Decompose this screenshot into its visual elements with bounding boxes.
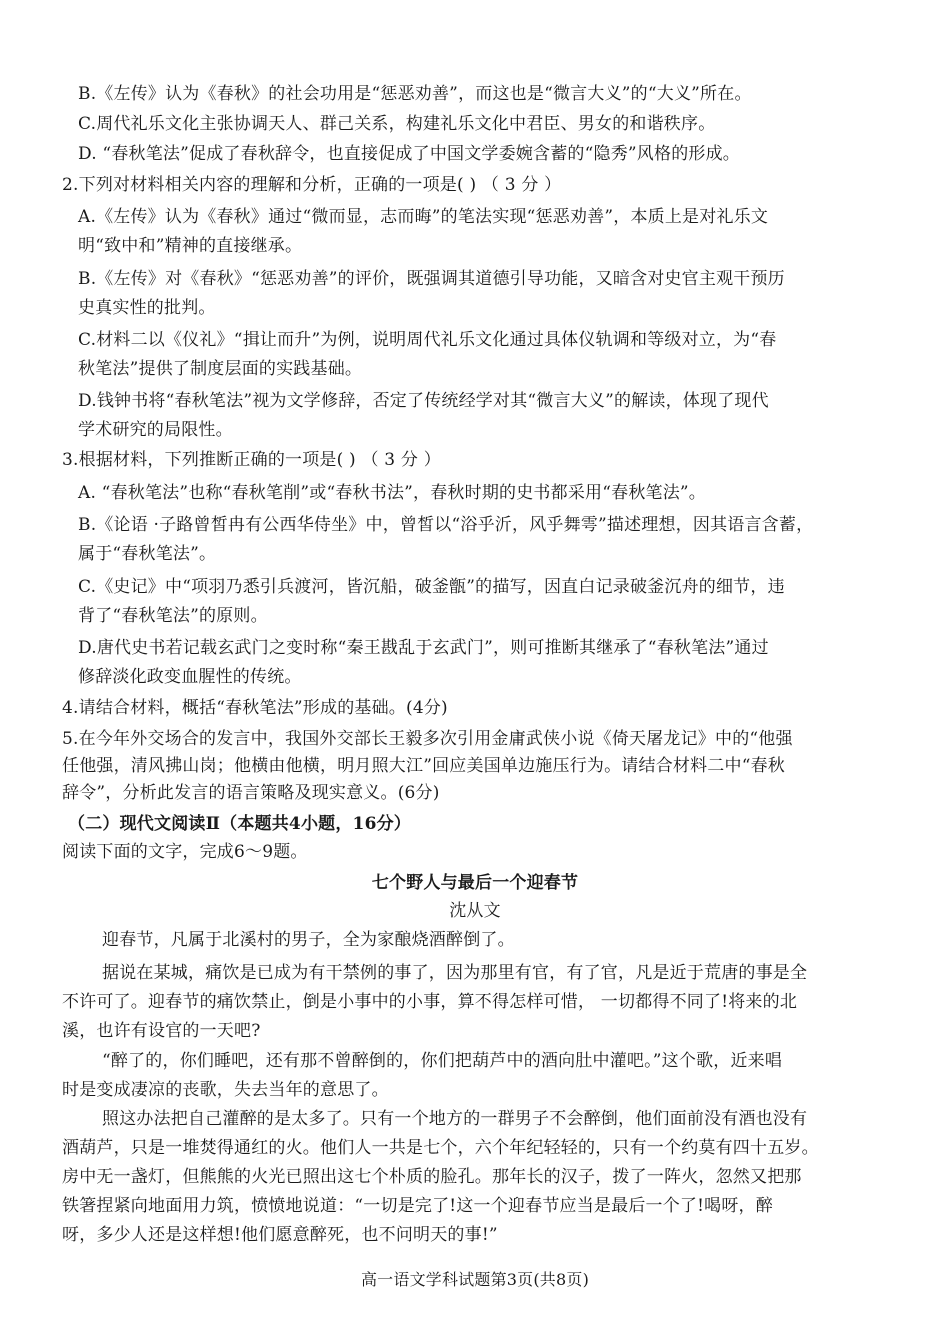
q3-option-b-line1: B.《论语 ·子路曾皙冉有公西华侍坐》中，曾皙以“浴乎沂，风乎舞雩”描述理想，因其语言含蓄， <box>78 515 814 535</box>
q1-option-b: B.《左传》认为《春秋》的社会功用是“惩恶劝善”，而这也是“微言大义”的“大义”所在。 <box>78 84 752 104</box>
q2-stem: 2.下列对材料相关内容的理解和分析，正确的一项是( ) （ 3 分 ） <box>62 175 562 195</box>
section2-instruction: 阅读下面的文字，完成6～9题。 <box>62 842 308 862</box>
story-line-6: 时是变成凄凉的丧歌，失去当年的意思了。 <box>62 1080 389 1100</box>
q5-line2: 任他强，清风拂山岗；他横由他横，明月照大江”回应美国单边施压行为。请结合材料二中“春秋 <box>62 756 785 776</box>
story-line-4: 溪，也许有设官的一天吧? <box>62 1021 261 1041</box>
story-author: 沈从文 <box>449 901 501 921</box>
q3-option-c-line2: 背了“春秋笔法”的原则。 <box>78 606 268 626</box>
q2-option-b-line2: 史真实性的批判。 <box>78 298 216 318</box>
q5-line3: 辞令”，分析此发言的语言策略及现实意义。(6分) <box>62 783 440 803</box>
q5-line1: 5.在今年外交场合的发言中，我国外交部长王毅多次引用金庸武侠小说《倚天屠龙记》中的“他强 <box>62 729 793 749</box>
q2-option-c-line2: 秋笔法”提供了制度层面的实践基础。 <box>78 359 363 379</box>
q1-option-c: C.周代礼乐文化主张协调天人、群己关系，构建礼乐文化中君臣、男女的和谐秩序。 <box>78 114 716 134</box>
q3-option-d-line2: 修辞淡化政变血腥性的传统。 <box>78 667 302 687</box>
story-line-11: 呀，多少人还是这样想!他们愿意醉死，也不问明天的事!” <box>62 1225 498 1245</box>
section2-header: （二）现代文阅读Ⅱ（本题共4小题，16分） <box>68 814 412 834</box>
q3-option-b-line2: 属于“春秋笔法”。 <box>78 544 217 564</box>
q3-stem: 3.根据材料，下列推断正确的一项是( ) （ 3 分 ） <box>62 450 441 470</box>
story-line-10: 铁箸捏紧向地面用力筑，愤愤地说道：“一切是完了!这一个迎春节应当是最后一个了!喝呀，醉 <box>62 1196 773 1216</box>
q3-option-a-line1: A. “春秋笔法”也称“春秋笔削”或“春秋书法”，春秋时期的史书都采用“春秋笔法”。 <box>78 483 707 503</box>
q2-option-a-line1: A.《左传》认为《春秋》通过“微而显，志而晦”的笔法实现“惩恶劝善”，本质上是对礼乐文 <box>78 207 769 227</box>
story-title: 七个野人与最后一个迎春节 <box>371 873 579 893</box>
q2-option-c-line1: C.材料二以《仪礼》“揖让而升”为例，说明周代礼乐文化通过具体仪轨调和等级对立，为“春 <box>78 330 777 350</box>
story-line-1: 迎春节，凡属于北溪村的男子，全为家酿烧酒醉倒了。 <box>102 930 515 950</box>
story-line-3: 不许可了。迎春节的痛饮禁止，倒是小事中的小事，算不得怎样可惜， 一切都得不同了!将来的北 <box>62 992 798 1012</box>
story-line-8: 酒葫芦，只是一堆焚得通红的火。他们人一共是七个，六个年纪轻轻的，只有一个约莫有四十五岁。 <box>62 1138 819 1158</box>
story-line-2: 据说在某城，痛饮是已成为有干禁例的事了，因为那里有官，有了官，凡是近于荒唐的事是全 <box>102 963 808 983</box>
story-line-7: 照这办法把自己灌醉的是太多了。只有一个地方的一群男子不会醉倒，他们面前没有酒也没有 <box>102 1109 808 1129</box>
q4: 4.请结合材料，概括“春秋笔法”形成的基础。(4分) <box>62 698 448 718</box>
story-line-9: 房中无一盏灯，但熊熊的火光已照出这七个朴质的脸孔。那年长的汉子，拨了一阵火，忽然又把那 <box>62 1167 802 1187</box>
q1-option-d: D. “春秋笔法”促成了春秋辞令，也直接促成了中国文学委婉含蓄的“隐秀”风格的形成。 <box>78 144 740 164</box>
q2-option-a-line2: 明“致中和”精神的直接继承。 <box>78 236 303 256</box>
q3-option-c-line1: C.《史记》中“项羽乃悉引兵渡河，皆沉船，破釜甑”的描写，因直白记录破釜沉舟的细节，违 <box>78 577 785 597</box>
q2-option-d-line1: D.钱钟书将“春秋笔法”视为文学修辞，否定了传统经学对其“微言大义”的解读，体现了现代 <box>78 391 769 411</box>
page-footer: 高一语文学科试题第3页(共8页) <box>360 1270 590 1289</box>
q2-option-b-line1: B.《左传》对《春秋》“惩恶劝善”的评价，既强调其道德引导功能，又暗含对史官主观干预历 <box>78 269 785 289</box>
q2-option-d-line2: 学术研究的局限性。 <box>78 420 233 440</box>
q3-option-d-line1: D.唐代史书若记载玄武门之变时称“秦王戡乱于玄武门”，则可推断其继承了“春秋笔法”通过 <box>78 638 769 658</box>
story-line-5: “醉了的，你们睡吧，还有那不曾醉倒的，你们把葫芦中的酒向肚中灌吧。”这个歌，近来唱 <box>102 1051 783 1071</box>
